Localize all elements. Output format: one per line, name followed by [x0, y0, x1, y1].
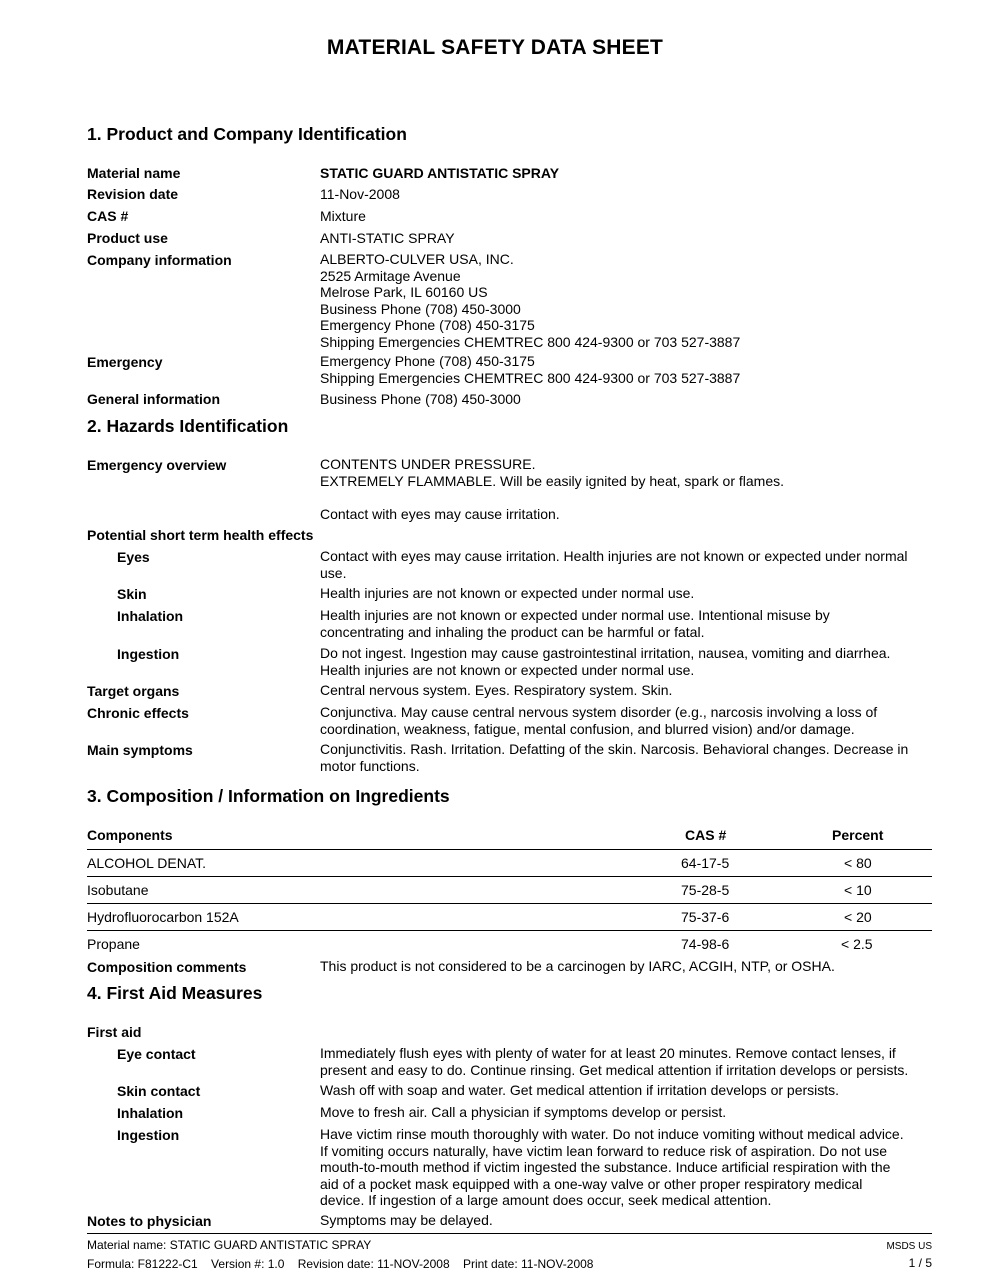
- component-name: Isobutane: [87, 882, 149, 898]
- footer-material-name: Material name: STATIC GUARD ANTISTATIC SPRAY: [87, 1238, 372, 1252]
- chronic-effects-label: Chronic effects: [87, 705, 189, 721]
- revision-date-value: 11-Nov-2008: [320, 186, 400, 202]
- section-4-heading: 4. First Aid Measures: [87, 983, 263, 1003]
- table-row-rule: [87, 903, 932, 904]
- general-information-label: General information: [87, 391, 221, 407]
- skin-effect-label: Skin: [117, 586, 147, 602]
- material-name-label: Material name: [87, 165, 181, 181]
- ingestion-effect-value: Do not ingest. Ingestion may cause gastrointestinal irritation, nausea, vomiting and diarrhea. Health injuries are not known or expected under normal use.: [320, 645, 891, 678]
- inhalation-aid-value: Move to fresh air. Call a physician if symptoms develop or persist.: [320, 1104, 727, 1120]
- inhalation-aid-label: Inhalation: [117, 1105, 184, 1121]
- footer-doc-code: MSDS US: [886, 1241, 932, 1252]
- company-information-label: Company information: [87, 252, 232, 268]
- section-1-heading: 1. Product and Company Identification: [87, 124, 407, 144]
- component-percent: < 2.5: [841, 936, 873, 952]
- eyes-effect-value: Contact with eyes may cause irritation. Health injuries are not known or expected under normal use.: [320, 548, 908, 581]
- skin-contact-label: Skin contact: [117, 1083, 201, 1099]
- main-symptoms-value: Conjunctivitis. Rash. Irritation. Defatting of the skin. Narcosis. Behavioral changes. Decrease in motor functions.: [320, 741, 909, 774]
- percent-column-header: Percent: [832, 827, 884, 843]
- section-2-heading: 2. Hazards Identification: [87, 416, 289, 436]
- notes-to-physician-label: Notes to physician: [87, 1213, 212, 1229]
- table-row-rule: [87, 876, 932, 877]
- chronic-effects-value: Conjunctiva. May cause central nervous system disorder (e.g., narcosis involving a loss of coordination, weakness, fatigue, mental confusion, and blurred vision) and/or damage.: [320, 704, 878, 737]
- composition-comments-value: This product is not considered to be a carcinogen by IARC, ACGIH, NTP, or OSHA.: [320, 958, 835, 974]
- component-name: Propane: [87, 936, 140, 952]
- components-column-header: Components: [87, 827, 173, 843]
- table-header-rule: [87, 849, 932, 850]
- inhalation-effect-label: Inhalation: [117, 608, 184, 624]
- general-information-value: Business Phone (708) 450-3000: [320, 391, 521, 407]
- component-cas: 75-37-6: [681, 909, 730, 925]
- component-percent: < 20: [844, 909, 872, 925]
- page-title: MATERIAL SAFETY DATA SHEET: [326, 36, 664, 59]
- component-name: ALCOHOL DENAT.: [87, 855, 207, 871]
- eyes-effect-label: Eyes: [117, 549, 150, 565]
- first-aid-label: First aid: [87, 1024, 142, 1040]
- inhalation-effect-value: Health injuries are not known or expected under normal use. Intentional misuse by concentrating and inhaling the product can be harmful or fatal.: [320, 607, 830, 640]
- component-name: Hydrofluorocarbon 152A: [87, 909, 239, 925]
- main-symptoms-label: Main symptoms: [87, 742, 193, 758]
- material-name-value: STATIC GUARD ANTISTATIC SPRAY: [320, 165, 560, 181]
- composition-comments-label: Composition comments: [87, 959, 247, 975]
- cas-label: CAS #: [87, 208, 129, 224]
- skin-contact-value: Wash off with soap and water. Get medical attention if irritation develops or persists.: [320, 1082, 840, 1098]
- table-row-rule: [87, 930, 932, 931]
- emergency-overview-value: CONTENTS UNDER PRESSURE. EXTREMELY FLAMMABLE. Will be easily ignited by heat, spark or flames. Contact with eyes may cause irritation.: [320, 456, 784, 522]
- product-use-label: Product use: [87, 230, 168, 246]
- section-3-heading: 3. Composition / Information on Ingredients: [87, 786, 450, 806]
- component-cas: 74-98-6: [681, 936, 730, 952]
- footer-page-number: 1 / 5: [908, 1256, 932, 1270]
- cas-column-header: CAS #: [685, 827, 727, 843]
- component-percent: < 10: [844, 882, 872, 898]
- cas-value: Mixture: [320, 208, 366, 224]
- component-percent: < 80: [844, 855, 872, 871]
- footer-rule: [87, 1233, 932, 1234]
- component-cas: 64-17-5: [681, 855, 730, 871]
- emergency-label: Emergency: [87, 354, 163, 370]
- ingestion-aid-value: Have victim rinse mouth thoroughly with water. Do not induce vomiting without medical advice. If vomiting occurs naturally, have victim lean forward to reduce risk of aspiration. Do not use mouth-to-mouth method if victim ingested the substance. Induce artificial respiration with the aid of a pocket mask equipped with a one-way valve or other proper respiratory medical device. If ingestion of a large amount does occur, seek medical attention.: [320, 1126, 904, 1208]
- ingestion-aid-label: Ingestion: [117, 1127, 180, 1143]
- eye-contact-label: Eye contact: [117, 1046, 196, 1062]
- company-information-value: ALBERTO-CULVER USA, INC. 2525 Armitage Avenue Melrose Park, IL 60160 US Business Phone (708) 450-3000 Emergency Phone (708) 450-3175 Shipping Emergencies CHEMTREC 800 424-9300 or 703 527-3887: [320, 251, 741, 350]
- component-cas: 75-28-5: [681, 882, 730, 898]
- emergency-value: Emergency Phone (708) 450-3175 Shipping Emergencies CHEMTREC 800 424-9300 or 703 527-3887: [320, 353, 741, 386]
- footer-formula-line: Formula: F81222-C1 Version #: 1.0 Revision date: 11-NOV-2008 Print date: 11-NOV-2008: [87, 1257, 594, 1271]
- skin-effect-value: Health injuries are not known or expected under normal use.: [320, 585, 695, 601]
- emergency-overview-label: Emergency overview: [87, 457, 227, 473]
- revision-date-label: Revision date: [87, 186, 179, 202]
- ingestion-effect-label: Ingestion: [117, 646, 180, 662]
- target-organs-label: Target organs: [87, 683, 180, 699]
- notes-to-physician-value: Symptoms may be delayed.: [320, 1212, 493, 1228]
- target-organs-value: Central nervous system. Eyes. Respiratory system. Skin.: [320, 682, 673, 698]
- eye-contact-value: Immediately flush eyes with plenty of water for at least 20 minutes. Remove contact lenses, if present and easy to do. Continue rinsing. Get medical attention if irritation develops or persists.: [320, 1045, 909, 1078]
- product-use-value: ANTI-STATIC SPRAY: [320, 230, 455, 246]
- potential-effects-label: Potential short term health effects: [87, 527, 314, 543]
